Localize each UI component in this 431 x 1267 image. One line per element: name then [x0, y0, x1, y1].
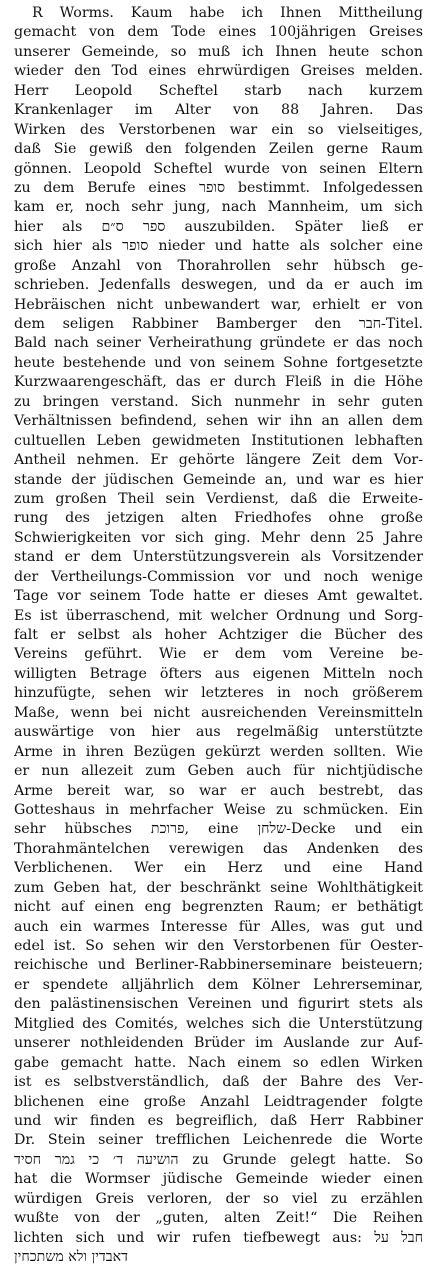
article-line: Es ist überraschend, mit welcher Ordnung und Sorg-: [14, 607, 423, 624]
article-line: hinzufügte, sehen wir letzteres in noch größerem: [14, 685, 423, 702]
article-line: Verblichenen. Wer ein Herz und eine Hand: [14, 860, 423, 877]
article-line: zum großen Theil sein Verdienst, daß die Erweite-: [14, 490, 423, 507]
article-line: kam er, noch sehr jung, nach Mannheim, um sich: [14, 199, 423, 216]
article-line: ist es selbstverständlich, daß der Bahre des Ver-: [14, 1074, 423, 1091]
article-line: zum Geben hat, der beschränkt seine Wohlthätigkeit: [14, 879, 423, 896]
article-line: Verhältnissen befindend, sehen wir ihn an allen dem: [14, 413, 423, 430]
article-line: Wirken des Verstorbenen war ein so vielseitiges,: [14, 121, 423, 138]
article-line: Maße, wenn bei nicht ausreichenden Vereinsmitteln: [14, 704, 423, 721]
article-line: Hebräischen nicht unbewandert war, erhielt er von: [14, 296, 423, 313]
article-line: Thorahmäntelchen verewigen das Andenken des: [14, 840, 423, 857]
article-line: sich hier als סופר nieder und hatte als solcher eine: [14, 238, 423, 255]
article-line: der Vertheilungs-Commission vor und noch wenige: [14, 568, 423, 585]
article-line: gabe gemacht hatte. Nach einem so edlen Wirken: [14, 1054, 423, 1071]
article-line: sehr hübsches פרוכת, eine שלחן-Decke und ein: [14, 821, 423, 838]
article-line: R Worms. Kaum habe ich Ihnen Mittheilung: [32, 5, 423, 21]
article-line: lichten sich und wir rufen tiefbewegt aus: חבל על: [14, 1229, 423, 1246]
article-line: Bald nach seiner Verheirathung gründete er das noch: [14, 335, 423, 352]
article-line: stand er dem Unterstützungsverein als Vorsitzender: [14, 549, 423, 566]
article-line: hat die Wormser jüdische Gemeinde wieder einen: [14, 1171, 423, 1188]
article-line: Arme bereit war, so war er auch bestrebt, das: [14, 782, 423, 799]
article-line: Kurzwaarengeschäft, das er durch Fleiß in die Höhe: [14, 374, 423, 391]
article-line: gemacht von dem Tode eines 100jährigen Greises: [14, 24, 423, 41]
article-line: Mitglied des Comités, welches sich die Unterstützung: [14, 1015, 423, 1032]
article-line: dem seligen Rabbiner Bamberger den חבר-Titel.: [14, 316, 423, 332]
article-line: wieder den Tod eines ehrwürdigen Greises melden.: [14, 63, 423, 80]
article-line: Krankenlager im Alter von 88 Jahren. Das: [14, 102, 423, 119]
article-line: cultuellen Leben gewidmeten Institutionen lebhaften: [14, 432, 423, 449]
article-line: auswärtige von hier aus regelmäßig unterstützte: [14, 724, 423, 741]
article-line: Dr. Stein seiner trefflichen Leichenrede die Worte: [14, 1132, 423, 1149]
article-line: daß Sie gewiß den folgenden Zeilen gerne Raum: [14, 141, 423, 158]
article-line: Arme in ihren Bezügen gekürzt werden sollten. Wie: [14, 743, 423, 760]
article-line: Herr Leopold Scheftel starb nach kurzem: [14, 82, 423, 99]
article-line: den palästinensischen Vereinen und figurirt stets als: [14, 996, 423, 1013]
article-line: reichische und Berliner-Rabbinerseminare beisteuern;: [14, 957, 423, 974]
article-line: nicht auf einen eng begrenzten Raum; er bethätigt: [14, 899, 423, 916]
article-line: Vereins geführt. Wie er dem vom Vereine be-: [14, 646, 423, 663]
article-line: große Anzahl von Thorahrollen sehr hübsch ge-: [14, 257, 423, 274]
article-line: unserer nothleidenden Brüder im Auslande zur Auf-: [14, 1035, 423, 1052]
article-line: und wir finden es begreiflich, daß Herr Rabbiner: [14, 1112, 423, 1129]
article-line: schrieben. Jedenfalls deswegen, und da er auch im: [14, 277, 423, 294]
article-line: zu dem Berufe eines סופר bestimmt. Infolgedessen: [14, 179, 423, 196]
article-line: Antheil nehmen. Er gehörte längere Zeit dem Vor-: [14, 452, 423, 469]
article-line: er spendete alljährlich dem Kölner Lehrerseminar,: [14, 976, 423, 993]
article-line: Gotteshaus in mehrfacher Weise zu schmücken. Ein: [14, 801, 423, 818]
article-line: blichenen eine große Anzahl Leidtragender folgte: [14, 1093, 423, 1110]
article-line: heute bestehende und von seinem Sohne fortgesetzte: [14, 354, 423, 371]
article-line: gönnen. Leopold Scheftel wurde von seinen Eltern: [14, 160, 423, 177]
article-line: stande der jüdischen Gemeinde an, und war es hier: [14, 471, 423, 488]
article-line: falt er selbst als hoher Achtziger die Bücher des: [14, 627, 423, 643]
article-line: hier als ספר ס״ם auszubilden. Später ließ er: [14, 218, 423, 235]
article-line: Schwierigkeiten vor sich ging. Mehr denn 25 Jahre: [14, 529, 423, 546]
article-line: er nun allezeit zum Geben auch für nichtjüdische: [14, 763, 423, 780]
article-line: Tage vor seinem Tode hatte er dieses Amt gewaltet.: [14, 588, 423, 605]
article-line: unserer Gemeinde, so muß ich Ihnen heute schon: [14, 43, 423, 60]
article-line: willigten Betrage öfters aus eigenen Mitteln noch: [14, 665, 423, 682]
article-line: דאבדין ולא משתכחין: [14, 1249, 128, 1265]
article-line: würdigen Greis verloren, der so viel zu erzählen: [14, 1190, 423, 1207]
article-line: zu bringen verstand. Sich nunmehr in sehr guten: [14, 393, 423, 410]
article-line: edel ist. So sehen wir den Verstorbenen für Oester-: [14, 938, 423, 954]
article-line: הושיעה ד׳ כי גמר חסיד zu Grunde gelegt hatte. So: [14, 1151, 423, 1168]
article-line: rung des jetzigen alten Friedhofes ohne große: [14, 510, 423, 527]
article-line: auch ein warmes Interesse für Alles, was gut und: [14, 918, 423, 935]
article-line: wußte von der „guten, alten Zeit!“ Die Reihen: [14, 1210, 423, 1227]
